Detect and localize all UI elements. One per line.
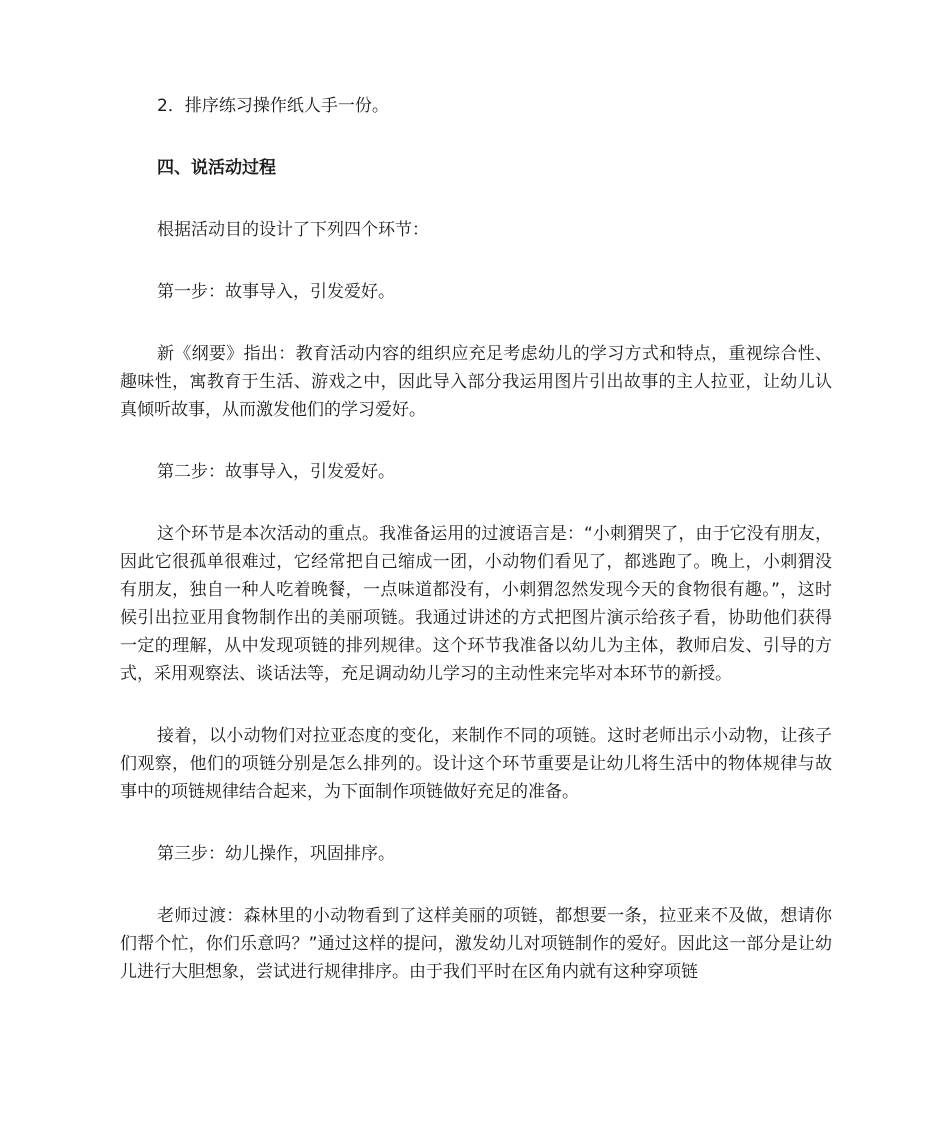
paragraph-step-three: 老师过渡：森林里的小动物看到了这样美丽的项链，都想要一条，拉亚来不及做，想请你们帮个忙，你们乐意吗？”通过这样的提问，激发幼儿对项链制作的爱好。因此这一部分是让幼儿进行大胆想象，尝试进行规律排序。由于我们平时在区角内就有这种穿项链	[120, 906, 832, 982]
paragraph-step-one: 新《纲要》指出：教育活动内容的组织应充足考虑幼儿的学习方式和特点，重视综合性、趣味性，寓教育于生活、游戏之中，因此导入部分我运用图片引出故事的主人拉亚，让幼儿认真倾听故事，从而激发他们的学习爱好。	[120, 344, 832, 420]
list-item-materials: 2．排序练习操作纸人手一份。	[157, 96, 389, 116]
step-one-title: 第一步：故事导入，引发爱好。	[157, 282, 395, 302]
paragraph-intro: 根据活动目的设计了下列四个环节：	[157, 220, 429, 240]
document-body	[120, 92, 832, 986]
paragraph-step-two: 这个环节是本次活动的重点。我准备运用的过渡语言是：“小刺猬哭了，由于它没有朋友，因此它很孤单很难过，它经常把自己缩成一团，小动物们看见了，都逃跑了。晚上，小刺猬没有朋友，独自一种人吃着晚餐，一点味道都没有，小刺猬忽然发现今天的食物很有趣。”，这时候引出拉亚用食物制作出的美丽项链。我通过讲述的方式把图片演示给孩子看，协助他们获得一定的理解，从中发现项链的排列规律。这个环节我准备以幼儿为主体，教师启发、引导的方式，采用观察法、谈话法等，充足调动幼儿学习的主动性来完毕对本环节的新授。	[120, 524, 832, 684]
step-three-title: 第三步：幼儿操作，巩固排序。	[157, 844, 395, 864]
paragraph-step-two-continued: 接着，以小动物们对拉亚态度的变化，来制作不同的项链。这时老师出示小动物，让孩子们观察，他们的项链分别是怎么排列的。设计这个环节重要是让幼儿将生活中的物体规律与故事中的项链规律结合起来，为下面制作项链做好充足的准备。	[120, 726, 832, 802]
step-two-title: 第二步：故事导入，引发爱好。	[157, 462, 395, 482]
section-heading: 四、说活动过程	[157, 158, 276, 178]
